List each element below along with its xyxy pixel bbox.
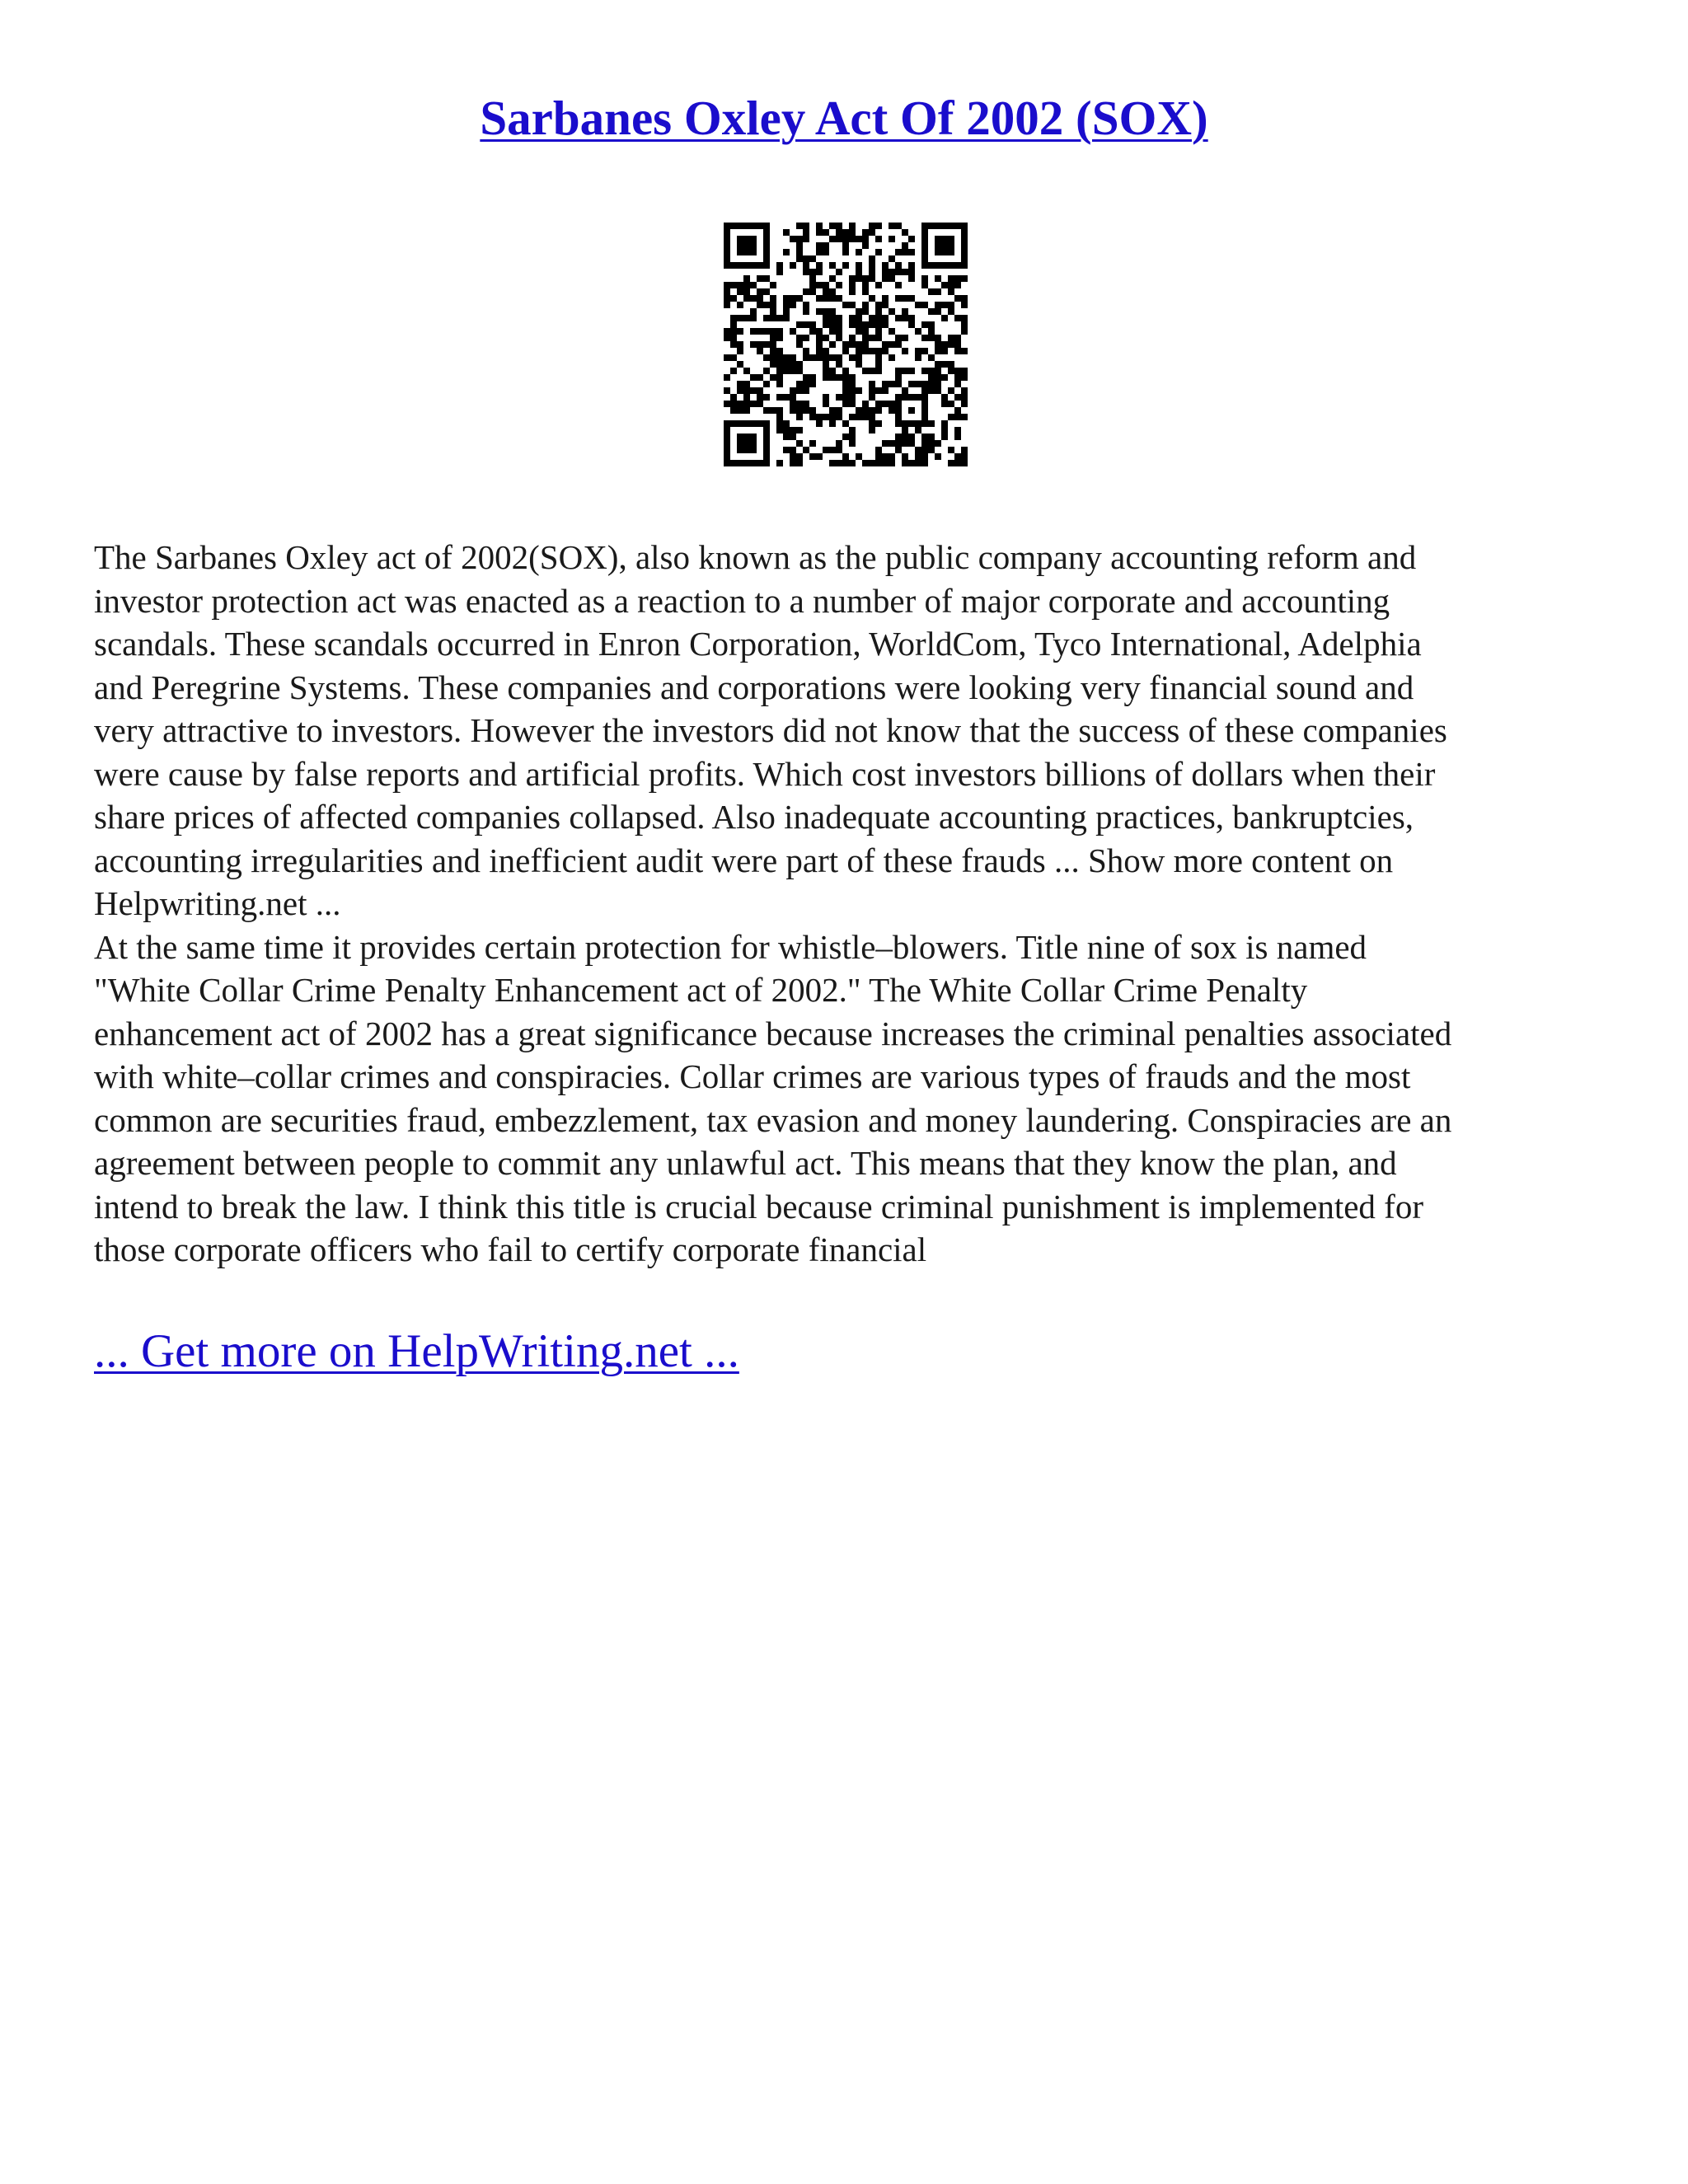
paragraph-1-line: were cause by false reports and artificial profits. Which cost investors billions of dollars when their xyxy=(94,754,1436,793)
paragraph-2-line: At the same time it provides certain protection for whistle–blowers. Title nine of sox is named xyxy=(94,927,1367,966)
paragraph-2-line: those corporate officers who fail to certify corporate financial xyxy=(94,1230,927,1268)
paragraph-1-line: share prices of affected companies collapsed. Also inadequate accounting practices, bankruptcies, xyxy=(94,798,1414,836)
paragraph-1-line: Helpwriting.net ... xyxy=(94,884,341,922)
paragraph-1 xyxy=(94,536,1602,926)
paragraph-1-line: very attractive to investors. However the investors did not know that the success of these companies xyxy=(94,711,1447,749)
paragraph-2-line: enhancement act of 2002 has a great significance because increases the criminal penalties associated xyxy=(94,1014,1452,1052)
qr-code-icon xyxy=(724,223,968,466)
get-more-link[interactable]: ... Get more on HelpWriting.net ... xyxy=(94,1325,739,1377)
paragraph-1-line: The Sarbanes Oxley act of 2002(SOX), also known as the public company accounting reform and xyxy=(94,538,1417,576)
paragraph-2-line: "White Collar Crime Penalty Enhancement act of 2002." The White Collar Crime Penalty xyxy=(94,971,1308,1009)
paragraph-2-line: intend to break the law. I think this title is crucial because criminal punishment is implemented for xyxy=(94,1187,1423,1226)
paragraph-2 xyxy=(94,926,1602,1272)
paragraph-1-line: and Peregrine Systems. These companies and corporations were looking very financial sound and xyxy=(94,668,1414,706)
paragraph-2-line: agreement between people to commit any unlawful act. This means that they know the plan, and xyxy=(94,1144,1397,1182)
paragraph-1-line: scandals. These scandals occurred in Enron Corporation, WorldCom, Tyco International, Adelphia xyxy=(94,625,1422,663)
paragraph-1-line: investor protection act was enacted as a reaction to a number of major corporate and accounting xyxy=(94,581,1390,620)
paragraph-1-line: accounting irregularities and inefficient audit were part of these frauds ... Show more content on xyxy=(94,841,1394,879)
paragraph-2-line: common are securities fraud, embezzlement, tax evasion and money laundering. Conspiracies are an xyxy=(94,1100,1452,1139)
title-container xyxy=(0,89,1688,147)
article-body xyxy=(94,536,1602,1272)
paragraph-2-line: with white–collar crimes and conspiracies. Collar crimes are various types of frauds and the most xyxy=(94,1057,1411,1095)
page-title-link[interactable]: Sarbanes Oxley Act Of 2002 (SOX) xyxy=(480,91,1208,145)
